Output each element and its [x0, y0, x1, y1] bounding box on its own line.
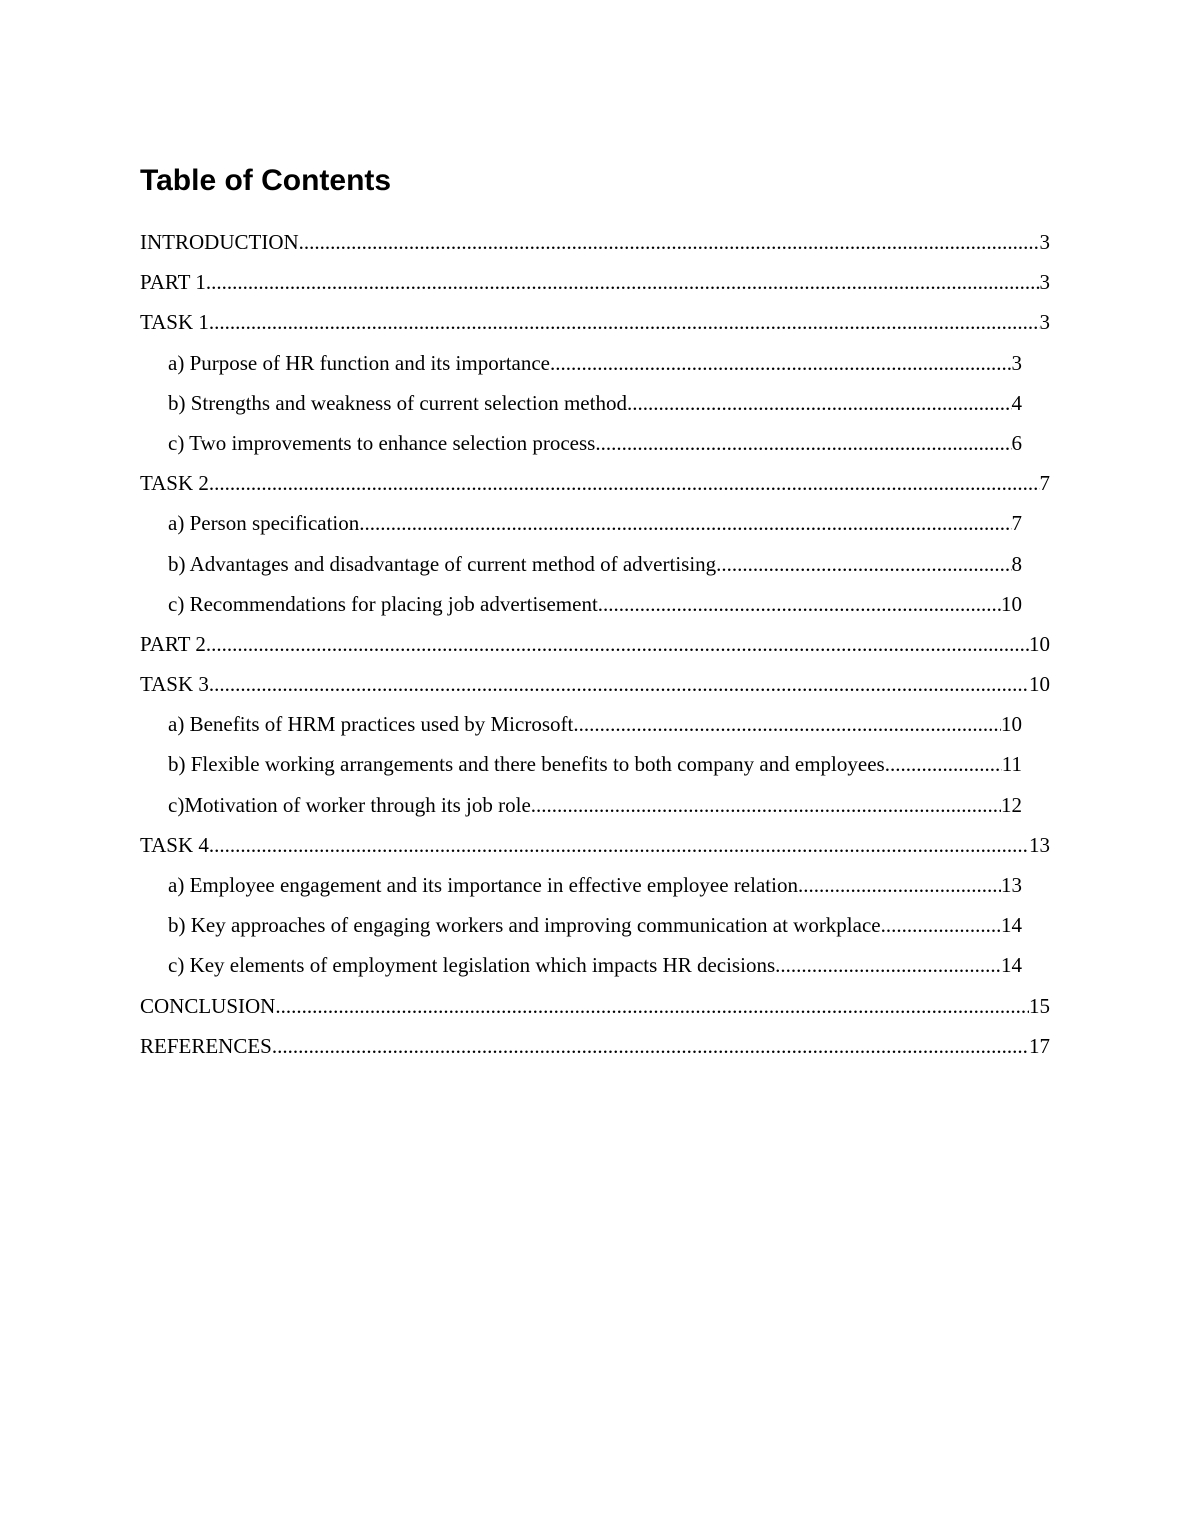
- toc-entry-text: a) Purpose of HR function and its importance: [168, 350, 550, 375]
- toc-page-number: 3: [1011, 350, 1022, 375]
- toc-subentry[interactable]: [140, 704, 1050, 744]
- toc-dot-leader: [595, 423, 1011, 463]
- toc-dot-leader: [573, 704, 1001, 744]
- toc-title: Table of Contents: [140, 164, 392, 197]
- toc-subentry[interactable]: [140, 865, 1050, 905]
- toc-entry[interactable]: [140, 825, 1050, 865]
- toc-dot-leader: [275, 986, 1029, 1026]
- toc-entry-text: INTRODUCTION: [140, 230, 299, 254]
- toc-page-number: 10: [1001, 591, 1022, 616]
- toc-entry-text: b) Key approaches of engaging workers and improving communication at workplace: [168, 913, 881, 938]
- toc-page-number: 6: [1011, 430, 1022, 455]
- toc-entry-text: c)Motivation of worker through its job role: [168, 792, 531, 817]
- toc-page-number: 3: [1039, 230, 1050, 254]
- toc-entry-text: TASK 2: [140, 471, 209, 496]
- toc-page-number: 10: [1029, 672, 1050, 697]
- toc-entry[interactable]: [140, 463, 1050, 503]
- toc-entry-text: b) Strengths and weakness of current selection method: [168, 390, 627, 415]
- toc-subentry[interactable]: [140, 343, 1050, 383]
- toc-page-number: 12: [1001, 792, 1022, 817]
- toc-subentry[interactable]: [140, 503, 1050, 543]
- toc-entry-text: TASK 1: [140, 310, 209, 335]
- toc-page-number: 3: [1039, 270, 1050, 295]
- toc-subentry[interactable]: [140, 945, 1050, 985]
- toc-dot-leader: [272, 1026, 1029, 1066]
- toc-dot-leader: [531, 785, 1001, 825]
- toc-entry[interactable]: [140, 1026, 1050, 1066]
- toc-dot-leader: [798, 865, 1001, 905]
- toc-entry-text: b) Flexible working arrangements and there benefits to both company and employees: [168, 752, 885, 777]
- toc-entry-text: REFERENCES: [140, 1033, 272, 1058]
- toc-entry[interactable]: [140, 986, 1050, 1026]
- toc-entry-text: c) Key elements of employment legislation which impacts HR decisions: [168, 953, 776, 978]
- toc-page-number: 13: [1001, 873, 1022, 897]
- toc-dot-leader: [598, 584, 1001, 624]
- toc-entry-text: b) Advantages and disadvantage of current method of advertising: [168, 551, 717, 576]
- toc-entry-text: c) Two improvements to enhance selection process: [168, 430, 596, 455]
- toc-entry-text: PART 1: [140, 270, 206, 295]
- toc-dot-leader: [299, 222, 1040, 262]
- toc-page-number: 17: [1029, 1033, 1050, 1058]
- toc-list: [140, 222, 1050, 1066]
- toc-page-number: 14: [1001, 913, 1022, 938]
- toc-subentry[interactable]: [140, 383, 1050, 423]
- toc-subentry[interactable]: [140, 423, 1050, 463]
- toc-entry-text: a) Benefits of HRM practices used by Microsoft: [168, 712, 574, 737]
- toc-entry[interactable]: [140, 262, 1050, 302]
- toc-dot-leader: [209, 664, 1029, 704]
- toc-dot-leader: [209, 302, 1040, 342]
- toc-page-number: 7: [1011, 511, 1022, 536]
- toc-page-number: 14: [1001, 953, 1022, 978]
- toc-page-number: 7: [1039, 471, 1050, 496]
- toc-dot-leader: [550, 343, 1012, 383]
- toc-entry-text: TASK 3: [140, 672, 209, 697]
- toc-entry[interactable]: [140, 624, 1050, 664]
- toc-dot-leader: [775, 945, 1001, 985]
- toc-entry-text: a) Person specification: [168, 511, 360, 536]
- toc-page-number: 4: [1011, 390, 1022, 415]
- toc-entry[interactable]: [140, 664, 1050, 704]
- toc-dot-leader: [881, 905, 1001, 945]
- toc-page-number: 10: [1029, 631, 1050, 656]
- toc-dot-leader: [206, 262, 1040, 302]
- toc-entry-text: TASK 4: [140, 832, 209, 857]
- toc-page-number: 11: [1001, 752, 1022, 777]
- toc-page-number: 3: [1039, 310, 1050, 335]
- toc-subentry[interactable]: [140, 744, 1050, 784]
- toc-dot-leader: [206, 624, 1029, 664]
- toc-entry[interactable]: [140, 302, 1050, 342]
- toc-subentry[interactable]: [140, 785, 1050, 825]
- toc-entry-text: a) Employee engagement and its importance in effective employee relation: [168, 873, 798, 897]
- toc-entry-text: c) Recommendations for placing job advertisement: [168, 591, 598, 616]
- toc-dot-leader: [885, 744, 1002, 784]
- toc-subentry[interactable]: [140, 584, 1050, 624]
- toc-page-number: 13: [1029, 832, 1050, 857]
- toc-entry-text: CONCLUSION: [140, 993, 276, 1018]
- toc-subentry[interactable]: [140, 544, 1050, 584]
- toc-page-number: 8: [1011, 551, 1022, 576]
- toc-dot-leader: [209, 463, 1040, 503]
- toc-dot-leader: [716, 544, 1011, 584]
- toc-dot-leader: [359, 503, 1011, 543]
- toc-dot-leader: [209, 825, 1029, 865]
- toc-subentry[interactable]: [140, 905, 1050, 945]
- toc-dot-leader: [627, 383, 1012, 423]
- toc-page-number: 15: [1029, 993, 1050, 1018]
- toc-entry[interactable]: [140, 222, 1050, 262]
- toc-page-number: 10: [1001, 712, 1022, 737]
- toc-entry-text: PART 2: [140, 631, 206, 656]
